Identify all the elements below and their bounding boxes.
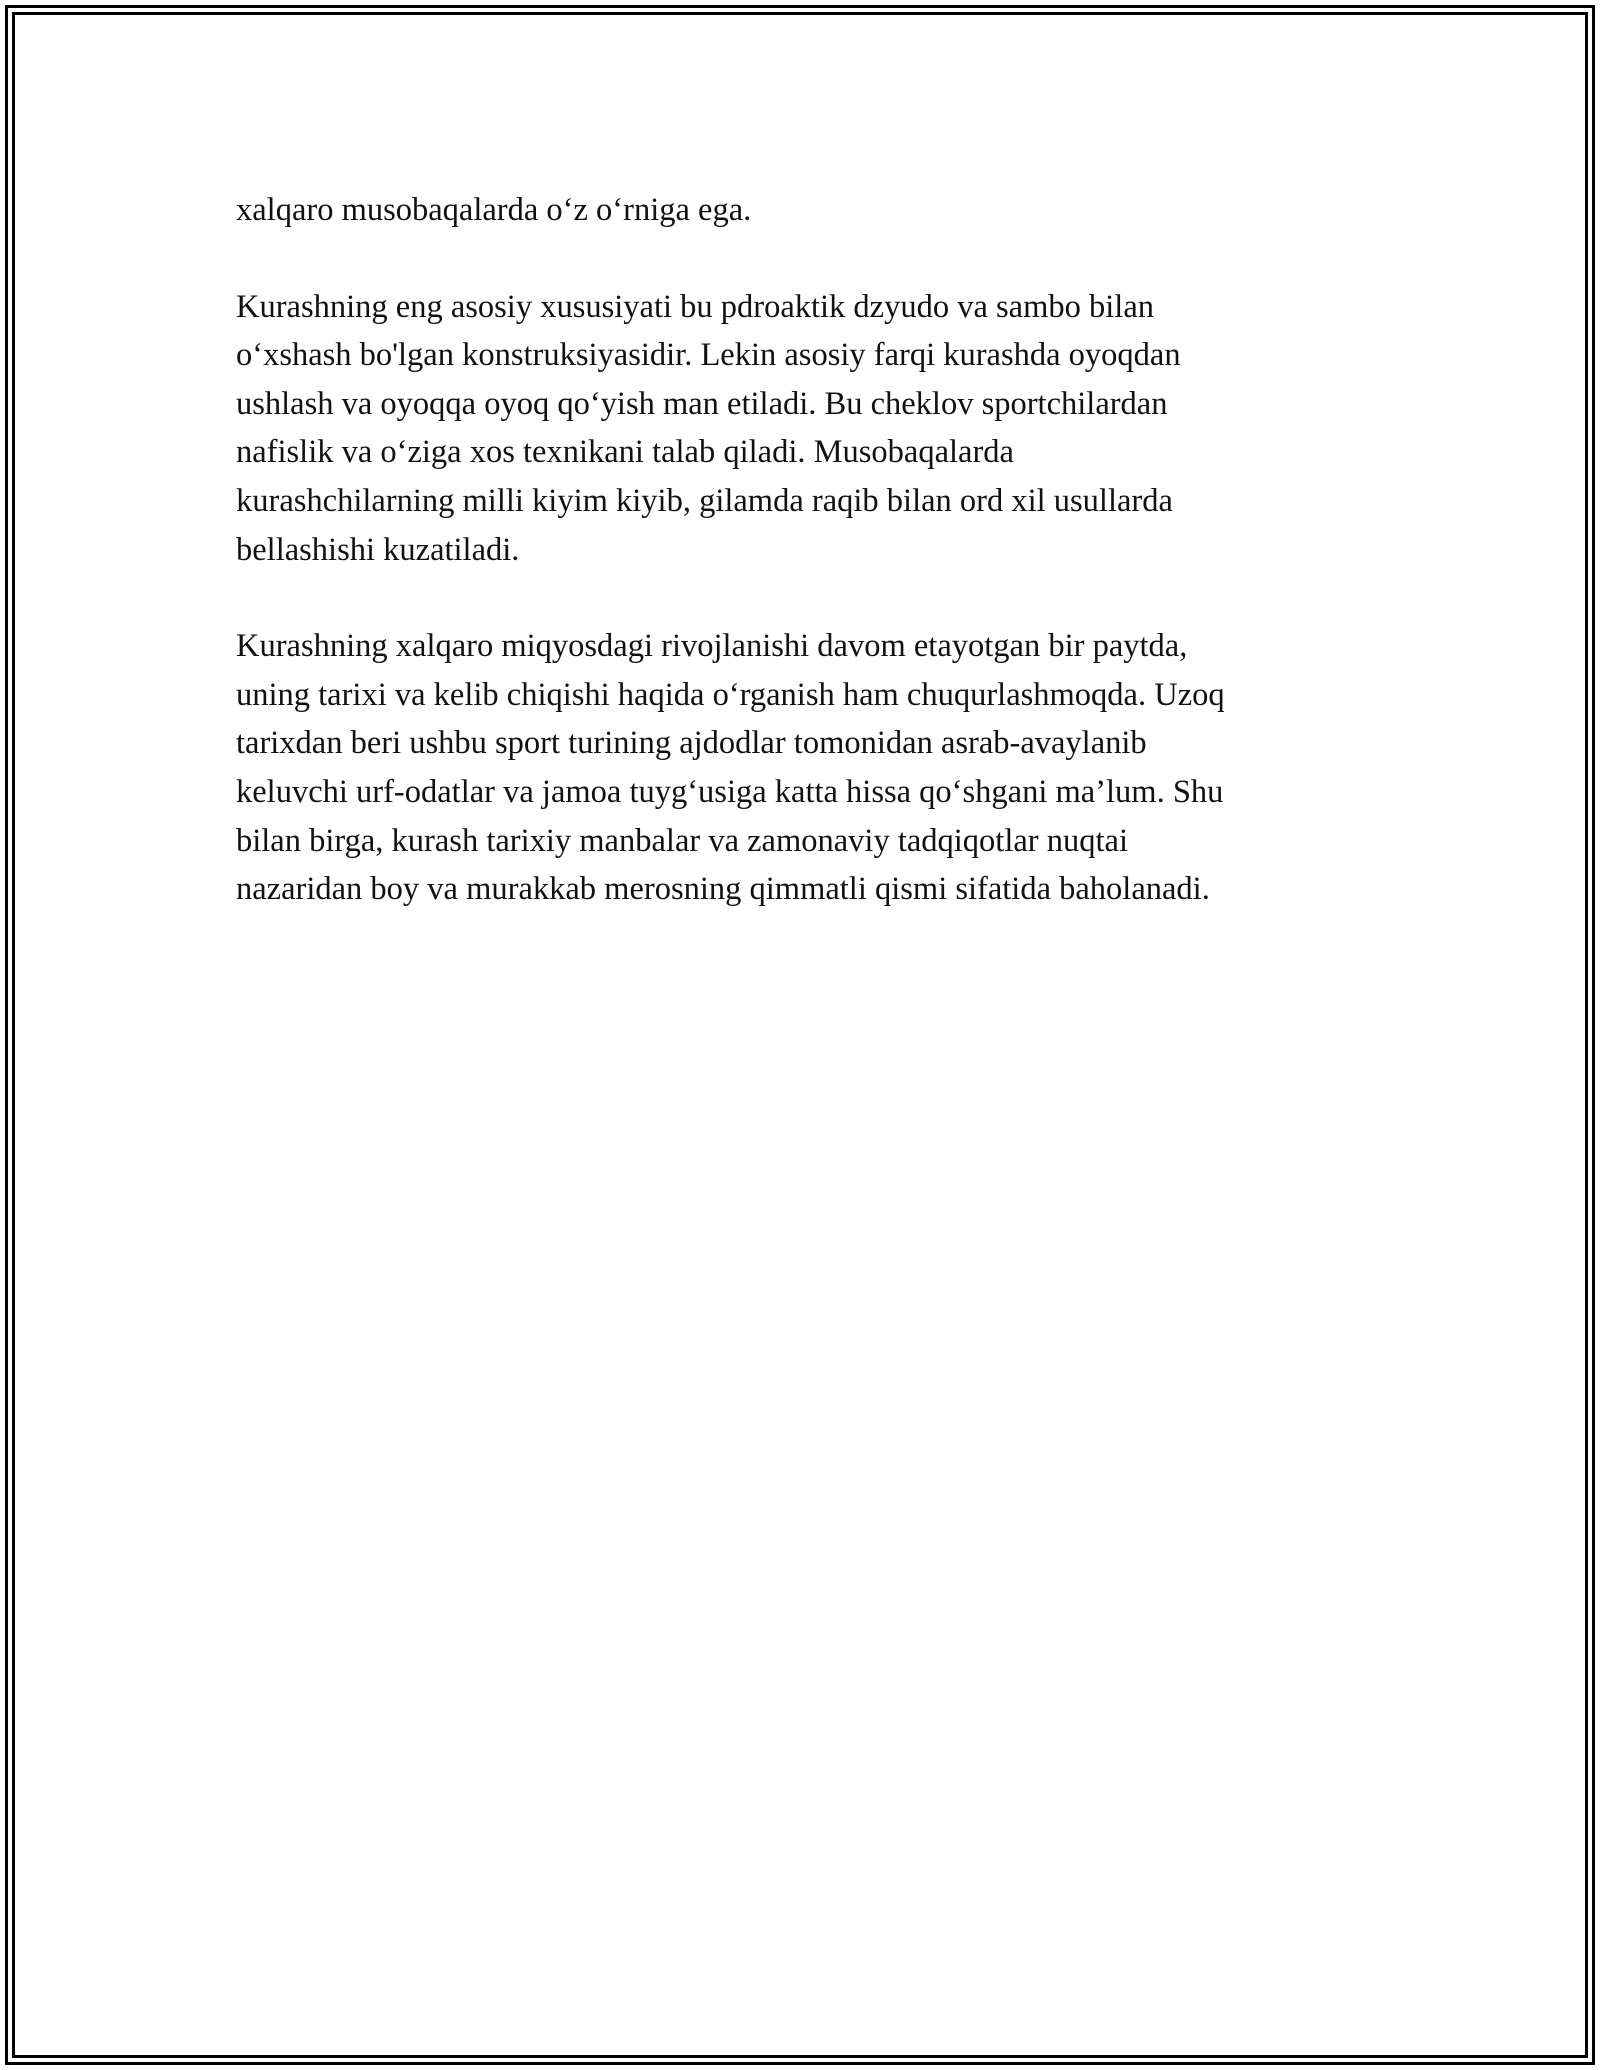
paragraph-2 <box>236 283 1366 575</box>
text-line: tarixdan beri ushbu sport turining ajdodlar tomonidan asrab-avaylanib <box>236 725 1147 762</box>
document-body <box>236 186 1366 962</box>
text-line: xalqaro musobaqalarda o‘z o‘rniga ega. <box>236 192 752 228</box>
text-line: nafislik va o‘ziga xos texnikani talab qiladi. Musobaqalarda <box>236 434 1014 471</box>
text-line: kurashchilarning milli kiyim kiyib, gilamda raqib bilan ord xil usullarda <box>236 482 1173 519</box>
text-line: o‘xshash bo'lgan konstruksiyasidir. Lekin asosiy farqi kurashda oyoqdan <box>236 337 1181 374</box>
text-line: bellashishi kuzatiladi. <box>236 531 520 568</box>
text-line: Kurashning xalqaro miqyosdagi rivojlanishi davom etayotgan bir paytda, <box>236 628 1188 665</box>
paragraph-3 <box>236 622 1366 914</box>
text-line: keluvchi urf-odatlar va jamoa tuyg‘usiga katta hissa qo‘shgani ma’lum. Shu <box>236 773 1224 810</box>
text-line: ushlash va oyoqqa oyoq qo‘yish man etiladi. Bu cheklov sportchilardan <box>236 385 1168 422</box>
text-line: bilan birga, kurash tarixiy manbalar va zamonaviy tadqiqotlar nuqtai <box>236 822 1128 859</box>
paragraph-1 <box>236 186 1366 235</box>
text-line: uning tarixi va kelib chiqishi haqida o‘rganish ham chuqurlashmoqda. Uzoq <box>236 676 1225 713</box>
text-line: nazaridan boy va murakkab merosning qimmatli qismi sifatida baholanadi. <box>236 871 1210 908</box>
text-line: Kurashning eng asosiy xususiyati bu pdroaktik dzyudo va sambo bilan <box>236 288 1154 325</box>
